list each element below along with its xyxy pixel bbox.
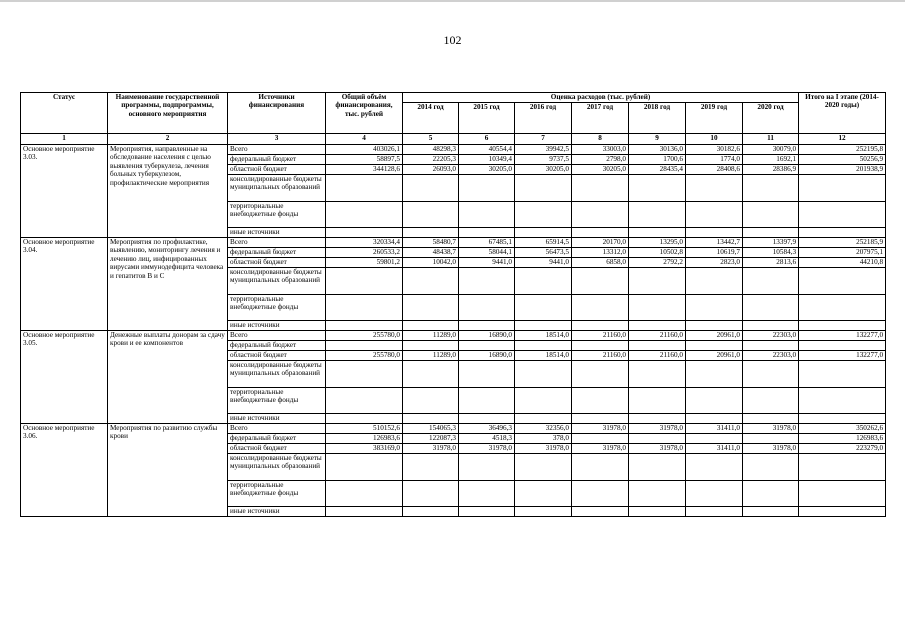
- value-cell: [686, 228, 743, 238]
- page-number: 102: [443, 33, 462, 47]
- source-cell: территориальные внебюджетные фонды: [228, 295, 326, 321]
- status-cell: Основное мероприятие 3.06.: [21, 424, 108, 517]
- activity-name-cell: Денежные выплаты донорам за сдачу крови и ее компонентов: [108, 331, 228, 424]
- value-cell: 154065,3: [403, 424, 459, 434]
- value-cell: 260533,2: [326, 248, 403, 258]
- value-cell: 20961,0: [686, 351, 743, 361]
- value-cell: 48438,7: [403, 248, 459, 258]
- value-cell: [799, 175, 886, 202]
- value-cell: [686, 202, 743, 228]
- value-cell: 13312,0: [572, 248, 629, 258]
- value-cell: [515, 202, 572, 228]
- value-cell: 22303,0: [743, 331, 799, 341]
- source-cell: Всего: [228, 424, 326, 434]
- value-cell: [403, 361, 459, 388]
- value-cell: [572, 361, 629, 388]
- value-cell: 13442,7: [686, 238, 743, 248]
- value-cell: 58044,1: [459, 248, 515, 258]
- value-cell: [459, 175, 515, 202]
- column-number: 5: [403, 134, 459, 145]
- source-cell: территориальные внебюджетные фонды: [228, 481, 326, 507]
- header-year: 2014 год: [403, 103, 459, 134]
- value-cell: 255780,0: [326, 331, 403, 341]
- value-cell: 21160,0: [572, 331, 629, 341]
- value-cell: [629, 341, 686, 351]
- value-cell: [799, 414, 886, 424]
- value-cell: [686, 295, 743, 321]
- value-cell: 4518,3: [459, 434, 515, 444]
- value-cell: [743, 361, 799, 388]
- value-cell: [459, 228, 515, 238]
- value-cell: [515, 228, 572, 238]
- value-cell: 10619,7: [686, 248, 743, 258]
- value-cell: [629, 361, 686, 388]
- header-year: 2019 год: [686, 103, 743, 134]
- value-cell: 132277,0: [799, 351, 886, 361]
- value-cell: 11289,0: [403, 351, 459, 361]
- value-cell: 252185,9: [799, 238, 886, 248]
- value-cell: 2798,0: [572, 155, 629, 165]
- value-cell: [515, 454, 572, 481]
- value-cell: [572, 202, 629, 228]
- value-cell: [403, 341, 459, 351]
- column-number: 10: [686, 134, 743, 145]
- value-cell: [743, 228, 799, 238]
- table-header: [21, 93, 886, 145]
- column-number: 2: [108, 134, 228, 145]
- value-cell: [515, 321, 572, 331]
- value-cell: [686, 414, 743, 424]
- value-cell: 30136,0: [629, 145, 686, 155]
- value-cell: [326, 175, 403, 202]
- value-cell: [326, 361, 403, 388]
- value-cell: [799, 361, 886, 388]
- value-cell: 32356,0: [515, 424, 572, 434]
- value-cell: [572, 228, 629, 238]
- value-cell: [459, 295, 515, 321]
- value-cell: [403, 507, 459, 517]
- value-cell: [572, 481, 629, 507]
- value-cell: [326, 341, 403, 351]
- value-cell: 30079,0: [743, 145, 799, 155]
- value-cell: [799, 228, 886, 238]
- value-cell: [459, 481, 515, 507]
- value-cell: [459, 341, 515, 351]
- value-cell: [326, 295, 403, 321]
- value-cell: 10042,0: [403, 258, 459, 268]
- value-cell: [743, 341, 799, 351]
- value-cell: 223279,0: [799, 444, 886, 454]
- value-cell: 28386,9: [743, 165, 799, 175]
- value-cell: [459, 321, 515, 331]
- source-cell: областной бюджет: [228, 351, 326, 361]
- value-cell: 207975,1: [799, 248, 886, 258]
- value-cell: [686, 361, 743, 388]
- value-cell: [459, 507, 515, 517]
- value-cell: 9441,0: [459, 258, 515, 268]
- value-cell: 31978,0: [572, 424, 629, 434]
- value-cell: [743, 321, 799, 331]
- header-year: 2015 год: [459, 103, 515, 134]
- value-cell: 33003,0: [572, 145, 629, 155]
- source-cell: Всего: [228, 145, 326, 155]
- value-cell: 126983,6: [326, 434, 403, 444]
- value-cell: 22205,3: [403, 155, 459, 165]
- value-cell: [686, 507, 743, 517]
- source-cell: иные источники: [228, 228, 326, 238]
- value-cell: 13397,9: [743, 238, 799, 248]
- value-cell: [572, 414, 629, 424]
- value-cell: [515, 268, 572, 295]
- value-cell: 13295,0: [629, 238, 686, 248]
- value-cell: [799, 321, 886, 331]
- value-cell: [515, 295, 572, 321]
- value-cell: [743, 507, 799, 517]
- value-cell: 255780,0: [326, 351, 403, 361]
- value-cell: [686, 481, 743, 507]
- value-cell: [403, 388, 459, 414]
- value-cell: [743, 175, 799, 202]
- value-cell: [403, 202, 459, 228]
- value-cell: 36496,3: [459, 424, 515, 434]
- value-cell: [326, 454, 403, 481]
- column-number: 1: [21, 134, 108, 145]
- column-number: 9: [629, 134, 686, 145]
- value-cell: [743, 454, 799, 481]
- value-cell: 30182,6: [686, 145, 743, 155]
- value-cell: [459, 361, 515, 388]
- value-cell: [629, 175, 686, 202]
- value-cell: 21160,0: [629, 331, 686, 341]
- value-cell: 31978,0: [629, 444, 686, 454]
- header-year: 2017 год: [572, 103, 629, 134]
- value-cell: [572, 507, 629, 517]
- column-number-row: [21, 134, 886, 145]
- column-number: 3: [228, 134, 326, 145]
- value-cell: [629, 507, 686, 517]
- value-cell: 30205,0: [572, 165, 629, 175]
- value-cell: [629, 202, 686, 228]
- value-cell: [515, 481, 572, 507]
- value-cell: [743, 434, 799, 444]
- value-cell: [572, 434, 629, 444]
- value-cell: 403026,1: [326, 145, 403, 155]
- activity-name-cell: Мероприятия по профилактике, выявлению, мониторингу лечения и лечению лиц, инфицированных вирусами иммунодефицита человека и гепатитов В и С: [108, 238, 228, 331]
- value-cell: 30205,0: [515, 165, 572, 175]
- header-sources: Источники финансирования: [228, 93, 326, 134]
- value-cell: [572, 321, 629, 331]
- value-cell: 18514,0: [515, 351, 572, 361]
- value-cell: 126983,6: [799, 434, 886, 444]
- source-cell: консолидированные бюджеты муниципальных образований: [228, 268, 326, 295]
- value-cell: 344128,6: [326, 165, 403, 175]
- value-cell: 11289,0: [403, 331, 459, 341]
- value-cell: [572, 268, 629, 295]
- value-cell: [799, 388, 886, 414]
- source-cell: территориальные внебюджетные фонды: [228, 388, 326, 414]
- value-cell: 2813,6: [743, 258, 799, 268]
- value-cell: 59801,2: [326, 258, 403, 268]
- table-row: [21, 145, 886, 155]
- value-cell: [743, 481, 799, 507]
- value-cell: [629, 388, 686, 414]
- header-estimate: Оценка расходов (тыс. рублей): [403, 93, 799, 103]
- expenditure-table: [20, 92, 886, 517]
- value-cell: 31978,0: [403, 444, 459, 454]
- value-cell: [459, 202, 515, 228]
- value-cell: [326, 507, 403, 517]
- value-cell: [459, 388, 515, 414]
- value-cell: 44210,8: [799, 258, 886, 268]
- value-cell: [459, 268, 515, 295]
- source-cell: федеральный бюджет: [228, 434, 326, 444]
- value-cell: [326, 481, 403, 507]
- header-year: 2020 год: [743, 103, 799, 134]
- column-number: 7: [515, 134, 572, 145]
- header-result: Итого на I этапе (2014-2020 годы): [799, 93, 886, 134]
- column-number: 8: [572, 134, 629, 145]
- value-cell: 22303,0: [743, 351, 799, 361]
- value-cell: 67485,1: [459, 238, 515, 248]
- status-cell: Основное мероприятие 3.03.: [21, 145, 108, 238]
- value-cell: [403, 414, 459, 424]
- value-cell: [629, 481, 686, 507]
- value-cell: [326, 268, 403, 295]
- value-cell: 39942,5: [515, 145, 572, 155]
- source-cell: иные источники: [228, 507, 326, 517]
- value-cell: [743, 388, 799, 414]
- value-cell: 10584,3: [743, 248, 799, 258]
- value-cell: [459, 454, 515, 481]
- source-cell: иные источники: [228, 414, 326, 424]
- value-cell: [686, 175, 743, 202]
- table-row: [21, 424, 886, 434]
- source-cell: областной бюджет: [228, 258, 326, 268]
- value-cell: 58480,7: [403, 238, 459, 248]
- table-body: [21, 145, 886, 517]
- value-cell: 31978,0: [629, 424, 686, 434]
- value-cell: [326, 321, 403, 331]
- value-cell: [572, 388, 629, 414]
- value-cell: [403, 295, 459, 321]
- value-cell: [629, 228, 686, 238]
- status-cell: Основное мероприятие 3.05.: [21, 331, 108, 424]
- value-cell: 58897,5: [326, 155, 403, 165]
- value-cell: 16890,0: [459, 331, 515, 341]
- source-cell: федеральный бюджет: [228, 155, 326, 165]
- value-cell: 20170,0: [572, 238, 629, 248]
- value-cell: [403, 321, 459, 331]
- page-top-edge: [0, 0, 905, 2]
- value-cell: 31411,0: [686, 424, 743, 434]
- value-cell: [743, 414, 799, 424]
- value-cell: 1774,0: [686, 155, 743, 165]
- value-cell: 201938,9: [799, 165, 886, 175]
- value-cell: 28408,6: [686, 165, 743, 175]
- value-cell: [686, 388, 743, 414]
- value-cell: [799, 454, 886, 481]
- value-cell: [743, 202, 799, 228]
- value-cell: 48298,3: [403, 145, 459, 155]
- value-cell: [743, 268, 799, 295]
- value-cell: [403, 268, 459, 295]
- source-cell: иные источники: [228, 321, 326, 331]
- value-cell: [515, 361, 572, 388]
- value-cell: [799, 268, 886, 295]
- value-cell: [515, 175, 572, 202]
- value-cell: 1692,1: [743, 155, 799, 165]
- value-cell: 10349,4: [459, 155, 515, 165]
- value-cell: 383169,0: [326, 444, 403, 454]
- value-cell: 320334,4: [326, 238, 403, 248]
- header-status: Статус: [21, 93, 108, 134]
- value-cell: 10502,8: [629, 248, 686, 258]
- value-cell: [403, 454, 459, 481]
- value-cell: [629, 321, 686, 331]
- value-cell: 6858,0: [572, 258, 629, 268]
- value-cell: [629, 454, 686, 481]
- value-cell: 18514,0: [515, 331, 572, 341]
- value-cell: [403, 228, 459, 238]
- value-cell: [686, 454, 743, 481]
- value-cell: 132277,0: [799, 331, 886, 341]
- value-cell: [743, 295, 799, 321]
- column-number: 6: [459, 134, 515, 145]
- status-cell: Основное мероприятие 3.04.: [21, 238, 108, 331]
- value-cell: 252195,8: [799, 145, 886, 155]
- value-cell: [629, 434, 686, 444]
- value-cell: 31978,0: [743, 444, 799, 454]
- source-cell: Всего: [228, 331, 326, 341]
- value-cell: 50256,9: [799, 155, 886, 165]
- value-cell: [403, 481, 459, 507]
- value-cell: [686, 341, 743, 351]
- value-cell: 56473,5: [515, 248, 572, 258]
- value-cell: 378,0: [515, 434, 572, 444]
- value-cell: [629, 414, 686, 424]
- value-cell: 26093,0: [403, 165, 459, 175]
- value-cell: [686, 321, 743, 331]
- value-cell: [686, 268, 743, 295]
- table-row: [21, 238, 886, 248]
- value-cell: [326, 414, 403, 424]
- value-cell: [799, 341, 886, 351]
- value-cell: [572, 454, 629, 481]
- value-cell: 9737,5: [515, 155, 572, 165]
- value-cell: 20961,0: [686, 331, 743, 341]
- value-cell: 9441,0: [515, 258, 572, 268]
- source-cell: территориальные внебюджетные фонды: [228, 202, 326, 228]
- value-cell: [572, 295, 629, 321]
- value-cell: [629, 295, 686, 321]
- value-cell: [459, 414, 515, 424]
- source-cell: областной бюджет: [228, 165, 326, 175]
- value-cell: [572, 341, 629, 351]
- value-cell: [326, 388, 403, 414]
- value-cell: 510152,6: [326, 424, 403, 434]
- value-cell: [515, 341, 572, 351]
- value-cell: 2792,2: [629, 258, 686, 268]
- column-number: 4: [326, 134, 403, 145]
- value-cell: 31978,0: [572, 444, 629, 454]
- value-cell: 40554,4: [459, 145, 515, 155]
- source-cell: федеральный бюджет: [228, 341, 326, 351]
- source-cell: консолидированные бюджеты муниципальных образований: [228, 361, 326, 388]
- value-cell: [799, 202, 886, 228]
- value-cell: [515, 414, 572, 424]
- value-cell: 122087,3: [403, 434, 459, 444]
- source-cell: консолидированные бюджеты муниципальных образований: [228, 454, 326, 481]
- value-cell: [572, 175, 629, 202]
- value-cell: [799, 295, 886, 321]
- value-cell: 21160,0: [629, 351, 686, 361]
- source-cell: федеральный бюджет: [228, 248, 326, 258]
- value-cell: [326, 228, 403, 238]
- table-row: [21, 331, 886, 341]
- header-name: Наименование государственной программы, подпрограммы, основного мероприятия: [108, 93, 228, 134]
- activity-name-cell: Мероприятия, направленные на обследование населения с целью выявления туберкулеза, лечения больных туберкулезом, профилактические мероприятия: [108, 145, 228, 238]
- value-cell: 350262,6: [799, 424, 886, 434]
- value-cell: [403, 175, 459, 202]
- value-cell: 1700,6: [629, 155, 686, 165]
- value-cell: 28435,4: [629, 165, 686, 175]
- value-cell: [799, 481, 886, 507]
- source-cell: областной бюджет: [228, 444, 326, 454]
- source-cell: Всего: [228, 238, 326, 248]
- source-cell: консолидированные бюджеты муниципальных образований: [228, 175, 326, 202]
- activity-name-cell: Мероприятия по развитию службы крови: [108, 424, 228, 517]
- value-cell: [686, 434, 743, 444]
- value-cell: 21160,0: [572, 351, 629, 361]
- value-cell: 16890,0: [459, 351, 515, 361]
- value-cell: 31978,0: [515, 444, 572, 454]
- value-cell: 65914,5: [515, 238, 572, 248]
- value-cell: [799, 507, 886, 517]
- value-cell: 31411,0: [686, 444, 743, 454]
- value-cell: [515, 507, 572, 517]
- value-cell: [629, 268, 686, 295]
- column-number: 11: [743, 134, 799, 145]
- value-cell: [515, 388, 572, 414]
- header-total: Общий объём финансирования, тыс. рублей: [326, 93, 403, 134]
- value-cell: 30205,0: [459, 165, 515, 175]
- value-cell: 31978,0: [743, 424, 799, 434]
- value-cell: 2823,0: [686, 258, 743, 268]
- value-cell: 31978,0: [459, 444, 515, 454]
- value-cell: [326, 202, 403, 228]
- header-year: 2016 год: [515, 103, 572, 134]
- column-number: 12: [799, 134, 886, 145]
- header-year: 2018 год: [629, 103, 686, 134]
